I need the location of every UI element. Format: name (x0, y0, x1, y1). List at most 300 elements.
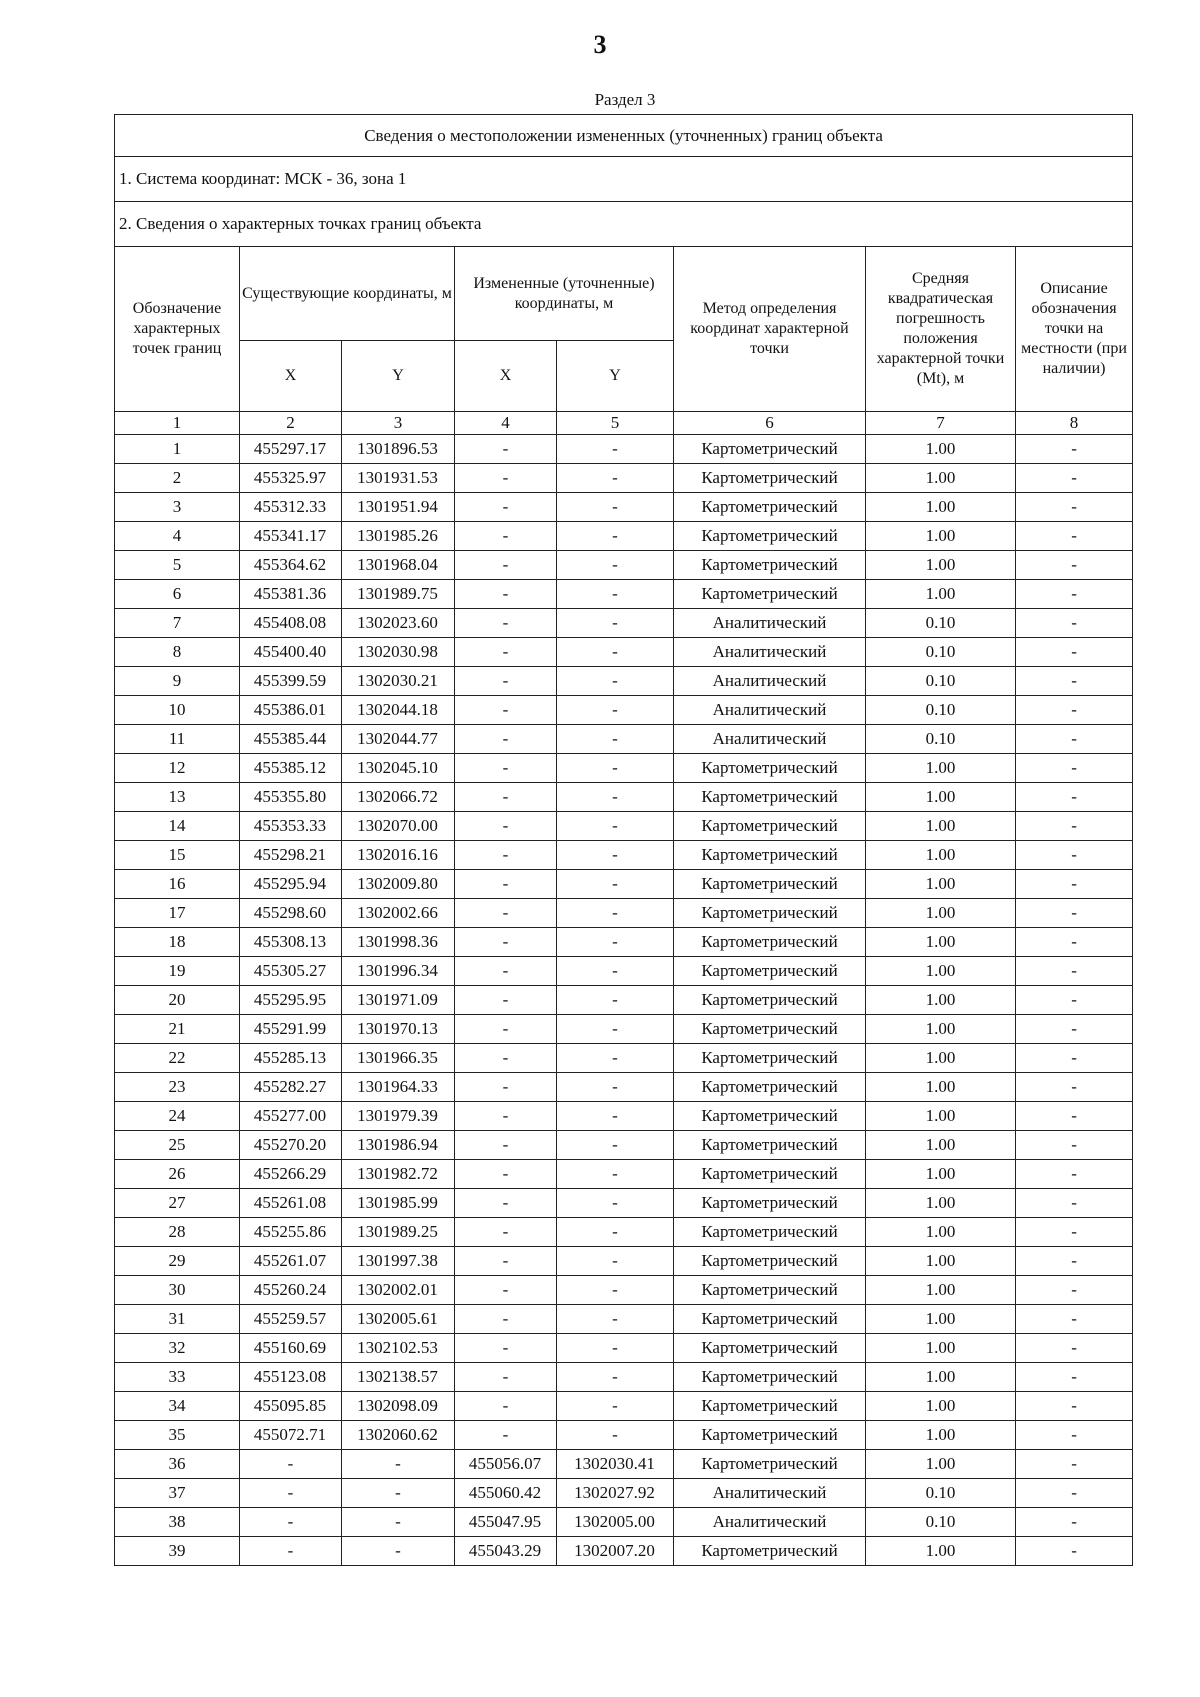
changed-x: 455060.42 (455, 1479, 557, 1508)
changed-y: - (557, 1218, 674, 1247)
point-number: 38 (115, 1508, 240, 1537)
point-number: 34 (115, 1392, 240, 1421)
description: - (1016, 1189, 1133, 1218)
changed-x: - (455, 725, 557, 754)
changed-y: - (557, 1392, 674, 1421)
existing-x: 455298.60 (240, 899, 342, 928)
existing-x: 455095.85 (240, 1392, 342, 1421)
description: - (1016, 493, 1133, 522)
method: Аналитический (674, 609, 866, 638)
point-number: 28 (115, 1218, 240, 1247)
header-existing-x: X (240, 341, 342, 412)
description: - (1016, 1102, 1133, 1131)
existing-y: - (342, 1537, 455, 1566)
point-number: 6 (115, 580, 240, 609)
changed-y: - (557, 1189, 674, 1218)
point-number: 24 (115, 1102, 240, 1131)
point-number: 27 (115, 1189, 240, 1218)
table-row (115, 1073, 1133, 1102)
point-number: 29 (115, 1247, 240, 1276)
point-number: 21 (115, 1015, 240, 1044)
error: 1.00 (866, 957, 1016, 986)
point-number: 18 (115, 928, 240, 957)
header-description: Описание обозначения точки на местности (при наличии) (1016, 247, 1133, 412)
changed-y: - (557, 1044, 674, 1073)
header-existing-y: Y (342, 341, 455, 412)
existing-y: 1301985.26 (342, 522, 455, 551)
method: Картометрический (674, 1450, 866, 1479)
description: - (1016, 1421, 1133, 1450)
description: - (1016, 1276, 1133, 1305)
header-changed-y: Y (557, 341, 674, 412)
existing-x: 455381.36 (240, 580, 342, 609)
existing-x: 455270.20 (240, 1131, 342, 1160)
method: Картометрический (674, 1073, 866, 1102)
header-changed-coords: Измененные (уточненные) координаты, м (455, 247, 674, 341)
changed-x: 455043.29 (455, 1537, 557, 1566)
changed-x: - (455, 1015, 557, 1044)
table-row (115, 696, 1133, 725)
existing-y: 1301986.94 (342, 1131, 455, 1160)
existing-y: 1301985.99 (342, 1189, 455, 1218)
existing-x: 455255.86 (240, 1218, 342, 1247)
existing-x: 455123.08 (240, 1363, 342, 1392)
existing-x: 455291.99 (240, 1015, 342, 1044)
changed-x: - (455, 1392, 557, 1421)
coord-system-row (115, 157, 1133, 202)
description: - (1016, 1392, 1133, 1421)
error: 1.00 (866, 1073, 1016, 1102)
changed-y: 1302027.92 (557, 1479, 674, 1508)
error: 1.00 (866, 1450, 1016, 1479)
description: - (1016, 609, 1133, 638)
existing-x: 455261.07 (240, 1247, 342, 1276)
changed-y: - (557, 1131, 674, 1160)
description: - (1016, 1450, 1133, 1479)
changed-x: - (455, 1131, 557, 1160)
error: 0.10 (866, 725, 1016, 754)
changed-x: 455047.95 (455, 1508, 557, 1537)
changed-y: - (557, 783, 674, 812)
point-number: 2 (115, 464, 240, 493)
point-number: 22 (115, 1044, 240, 1073)
error: 1.00 (866, 812, 1016, 841)
existing-y: 1301896.53 (342, 435, 455, 464)
changed-x: - (455, 1073, 557, 1102)
changed-y: - (557, 841, 674, 870)
table-row (115, 1305, 1133, 1334)
existing-x: 455261.08 (240, 1189, 342, 1218)
error: 1.00 (866, 1334, 1016, 1363)
method: Картометрический (674, 812, 866, 841)
table-row (115, 928, 1133, 957)
error: 1.00 (866, 1276, 1016, 1305)
existing-x: - (240, 1508, 342, 1537)
description: - (1016, 1334, 1133, 1363)
existing-y: 1302005.61 (342, 1305, 455, 1334)
column-number: 7 (866, 412, 1016, 435)
changed-y: - (557, 464, 674, 493)
point-number: 4 (115, 522, 240, 551)
existing-x: 455312.33 (240, 493, 342, 522)
existing-y: 1302016.16 (342, 841, 455, 870)
existing-y: 1301989.25 (342, 1218, 455, 1247)
changed-x: - (455, 580, 557, 609)
changed-y: - (557, 1073, 674, 1102)
method: Картометрический (674, 870, 866, 899)
error: 0.10 (866, 1508, 1016, 1537)
table-row (115, 1102, 1133, 1131)
changed-y: - (557, 754, 674, 783)
description: - (1016, 1537, 1133, 1566)
table-row (115, 812, 1133, 841)
method: Картометрический (674, 899, 866, 928)
changed-x: - (455, 638, 557, 667)
existing-x: 455266.29 (240, 1160, 342, 1189)
point-number: 15 (115, 841, 240, 870)
description: - (1016, 812, 1133, 841)
table-row (115, 609, 1133, 638)
existing-x: 455386.01 (240, 696, 342, 725)
changed-y: - (557, 667, 674, 696)
table-row (115, 1392, 1133, 1421)
table-row (115, 986, 1133, 1015)
changed-y: - (557, 638, 674, 667)
existing-y: 1302102.53 (342, 1334, 455, 1363)
existing-y: 1302030.98 (342, 638, 455, 667)
description: - (1016, 1508, 1133, 1537)
error: 1.00 (866, 986, 1016, 1015)
error: 0.10 (866, 638, 1016, 667)
description: - (1016, 580, 1133, 609)
changed-y: - (557, 1102, 674, 1131)
error: 1.00 (866, 1218, 1016, 1247)
changed-x: - (455, 696, 557, 725)
changed-x: - (455, 1276, 557, 1305)
table-row (115, 1537, 1133, 1566)
changed-y: 1302030.41 (557, 1450, 674, 1479)
existing-y: 1302002.66 (342, 899, 455, 928)
error: 1.00 (866, 1537, 1016, 1566)
point-number: 26 (115, 1160, 240, 1189)
method: Картометрический (674, 522, 866, 551)
existing-x: 455385.44 (240, 725, 342, 754)
existing-y: 1302044.77 (342, 725, 455, 754)
changed-y: - (557, 493, 674, 522)
existing-x: - (240, 1450, 342, 1479)
point-number: 1 (115, 435, 240, 464)
table-title-row (115, 115, 1133, 157)
point-number: 37 (115, 1479, 240, 1508)
description: - (1016, 1160, 1133, 1189)
boundary-points-table (114, 114, 1133, 1566)
changed-x: - (455, 1160, 557, 1189)
existing-x: 455385.12 (240, 754, 342, 783)
method: Картометрический (674, 986, 866, 1015)
method: Картометрический (674, 1044, 866, 1073)
point-number: 9 (115, 667, 240, 696)
column-number: 8 (1016, 412, 1133, 435)
error: 1.00 (866, 841, 1016, 870)
error: 1.00 (866, 1160, 1016, 1189)
table-row (115, 1015, 1133, 1044)
existing-x: 455277.00 (240, 1102, 342, 1131)
point-number: 32 (115, 1334, 240, 1363)
error: 1.00 (866, 1189, 1016, 1218)
description: - (1016, 928, 1133, 957)
description: - (1016, 1247, 1133, 1276)
method: Картометрический (674, 580, 866, 609)
description: - (1016, 725, 1133, 754)
table-row (115, 783, 1133, 812)
table-row (115, 493, 1133, 522)
existing-y: 1301996.34 (342, 957, 455, 986)
changed-x: - (455, 1421, 557, 1450)
changed-y: - (557, 609, 674, 638)
changed-x: - (455, 493, 557, 522)
changed-y: - (557, 1334, 674, 1363)
changed-x: - (455, 1189, 557, 1218)
error: 1.00 (866, 435, 1016, 464)
table-title: Сведения о местоположении измененных (уточненных) границ объекта (115, 115, 1133, 157)
error: 1.00 (866, 1305, 1016, 1334)
description: - (1016, 1044, 1133, 1073)
method: Картометрический (674, 1189, 866, 1218)
method: Картометрический (674, 1334, 866, 1363)
existing-x: 455295.94 (240, 870, 342, 899)
existing-x: 455072.71 (240, 1421, 342, 1450)
error: 1.00 (866, 754, 1016, 783)
method: Картометрический (674, 1305, 866, 1334)
table-row (115, 522, 1133, 551)
changed-x: - (455, 754, 557, 783)
changed-y: - (557, 1015, 674, 1044)
column-number: 1 (115, 412, 240, 435)
changed-x: - (455, 1218, 557, 1247)
error: 0.10 (866, 1479, 1016, 1508)
error: 1.00 (866, 1421, 1016, 1450)
changed-x: - (455, 435, 557, 464)
changed-x: - (455, 551, 557, 580)
existing-x: 455298.21 (240, 841, 342, 870)
existing-x: 455282.27 (240, 1073, 342, 1102)
existing-y: 1301968.04 (342, 551, 455, 580)
method: Картометрический (674, 841, 866, 870)
error: 1.00 (866, 1392, 1016, 1421)
description: - (1016, 667, 1133, 696)
point-number: 25 (115, 1131, 240, 1160)
point-number: 14 (115, 812, 240, 841)
table-row (115, 551, 1133, 580)
existing-y: 1302070.00 (342, 812, 455, 841)
point-number: 35 (115, 1421, 240, 1450)
method: Аналитический (674, 696, 866, 725)
description: - (1016, 783, 1133, 812)
error: 1.00 (866, 1102, 1016, 1131)
method: Картометрический (674, 1247, 866, 1276)
existing-y: 1302066.72 (342, 783, 455, 812)
error: 1.00 (866, 493, 1016, 522)
changed-y: - (557, 725, 674, 754)
table-row (115, 435, 1133, 464)
changed-y: - (557, 812, 674, 841)
changed-x: - (455, 986, 557, 1015)
points-body (115, 435, 1133, 1566)
description: - (1016, 638, 1133, 667)
description: - (1016, 1305, 1133, 1334)
column-number: 3 (342, 412, 455, 435)
description: - (1016, 551, 1133, 580)
method: Картометрический (674, 1392, 866, 1421)
method: Аналитический (674, 667, 866, 696)
changed-y: - (557, 928, 674, 957)
description: - (1016, 841, 1133, 870)
description: - (1016, 899, 1133, 928)
error: 1.00 (866, 1363, 1016, 1392)
changed-x: - (455, 1363, 557, 1392)
description: - (1016, 1479, 1133, 1508)
changed-y: - (557, 522, 674, 551)
existing-y: 1302098.09 (342, 1392, 455, 1421)
point-number: 8 (115, 638, 240, 667)
existing-x: 455297.17 (240, 435, 342, 464)
point-number: 3 (115, 493, 240, 522)
changed-y: - (557, 986, 674, 1015)
description: - (1016, 1363, 1133, 1392)
method: Картометрический (674, 464, 866, 493)
point-number: 30 (115, 1276, 240, 1305)
point-number: 39 (115, 1537, 240, 1566)
description: - (1016, 464, 1133, 493)
existing-y: 1301998.36 (342, 928, 455, 957)
method: Картометрический (674, 957, 866, 986)
table-row (115, 667, 1133, 696)
existing-y: 1302044.18 (342, 696, 455, 725)
table-row (115, 754, 1133, 783)
table-row (115, 1450, 1133, 1479)
changed-y: - (557, 580, 674, 609)
table-row (115, 638, 1133, 667)
existing-y: 1301997.38 (342, 1247, 455, 1276)
column-number: 4 (455, 412, 557, 435)
coord-system: 1. Система координат: МСК - 36, зона 1 (115, 157, 1133, 202)
method: Картометрический (674, 1160, 866, 1189)
changed-y: - (557, 435, 674, 464)
point-number: 19 (115, 957, 240, 986)
changed-x: - (455, 928, 557, 957)
error: 1.00 (866, 551, 1016, 580)
changed-x: - (455, 783, 557, 812)
header-method: Метод определения координат характерной точки (674, 247, 866, 412)
error: 1.00 (866, 580, 1016, 609)
description: - (1016, 1015, 1133, 1044)
description: - (1016, 1218, 1133, 1247)
changed-x: - (455, 464, 557, 493)
points-heading-row (115, 202, 1133, 247)
existing-x: 455325.97 (240, 464, 342, 493)
existing-y: - (342, 1479, 455, 1508)
changed-x: - (455, 812, 557, 841)
error: 1.00 (866, 928, 1016, 957)
existing-x: - (240, 1537, 342, 1566)
method: Картометрический (674, 1276, 866, 1305)
table-row (115, 1421, 1133, 1450)
method: Аналитический (674, 725, 866, 754)
error: 1.00 (866, 870, 1016, 899)
changed-x: - (455, 841, 557, 870)
existing-y: - (342, 1450, 455, 1479)
existing-y: - (342, 1508, 455, 1537)
point-number: 11 (115, 725, 240, 754)
changed-y: - (557, 696, 674, 725)
table-row (115, 870, 1133, 899)
error: 1.00 (866, 1247, 1016, 1276)
existing-y: 1301979.39 (342, 1102, 455, 1131)
existing-y: 1301989.75 (342, 580, 455, 609)
existing-y: 1301970.13 (342, 1015, 455, 1044)
existing-x: 455260.24 (240, 1276, 342, 1305)
changed-y: 1302007.20 (557, 1537, 674, 1566)
point-number: 16 (115, 870, 240, 899)
header-changed-x: X (455, 341, 557, 412)
existing-x: 455160.69 (240, 1334, 342, 1363)
header-row-1 (115, 247, 1133, 341)
point-number: 10 (115, 696, 240, 725)
method: Картометрический (674, 1218, 866, 1247)
changed-y: - (557, 899, 674, 928)
description: - (1016, 986, 1133, 1015)
error: 1.00 (866, 899, 1016, 928)
changed-y: - (557, 1305, 674, 1334)
existing-x: 455399.59 (240, 667, 342, 696)
table-row (115, 1160, 1133, 1189)
changed-x: - (455, 957, 557, 986)
existing-y: 1301971.09 (342, 986, 455, 1015)
existing-y: 1302045.10 (342, 754, 455, 783)
error: 0.10 (866, 667, 1016, 696)
existing-x: 455355.80 (240, 783, 342, 812)
method: Картометрический (674, 754, 866, 783)
existing-x: 455308.13 (240, 928, 342, 957)
existing-y: 1302060.62 (342, 1421, 455, 1450)
header-existing-coords: Существующие координаты, м (240, 247, 455, 341)
method: Картометрический (674, 1015, 866, 1044)
changed-y: - (557, 1276, 674, 1305)
method: Картометрический (674, 783, 866, 812)
table-row (115, 957, 1133, 986)
point-number: 31 (115, 1305, 240, 1334)
changed-x: - (455, 609, 557, 638)
existing-y: 1302009.80 (342, 870, 455, 899)
section-label: Раздел 3 (594, 90, 656, 109)
description: - (1016, 870, 1133, 899)
error: 1.00 (866, 522, 1016, 551)
description: - (1016, 957, 1133, 986)
description: - (1016, 1073, 1133, 1102)
description: - (1016, 1131, 1133, 1160)
point-number: 20 (115, 986, 240, 1015)
table-row (115, 1131, 1133, 1160)
column-number: 5 (557, 412, 674, 435)
method: Картометрический (674, 435, 866, 464)
changed-x: - (455, 1334, 557, 1363)
table-row (115, 725, 1133, 754)
existing-y: 1301964.33 (342, 1073, 455, 1102)
changed-y: 1302005.00 (557, 1508, 674, 1537)
table-row (115, 841, 1133, 870)
page-number: 3 (593, 30, 607, 59)
error: 1.00 (866, 1044, 1016, 1073)
